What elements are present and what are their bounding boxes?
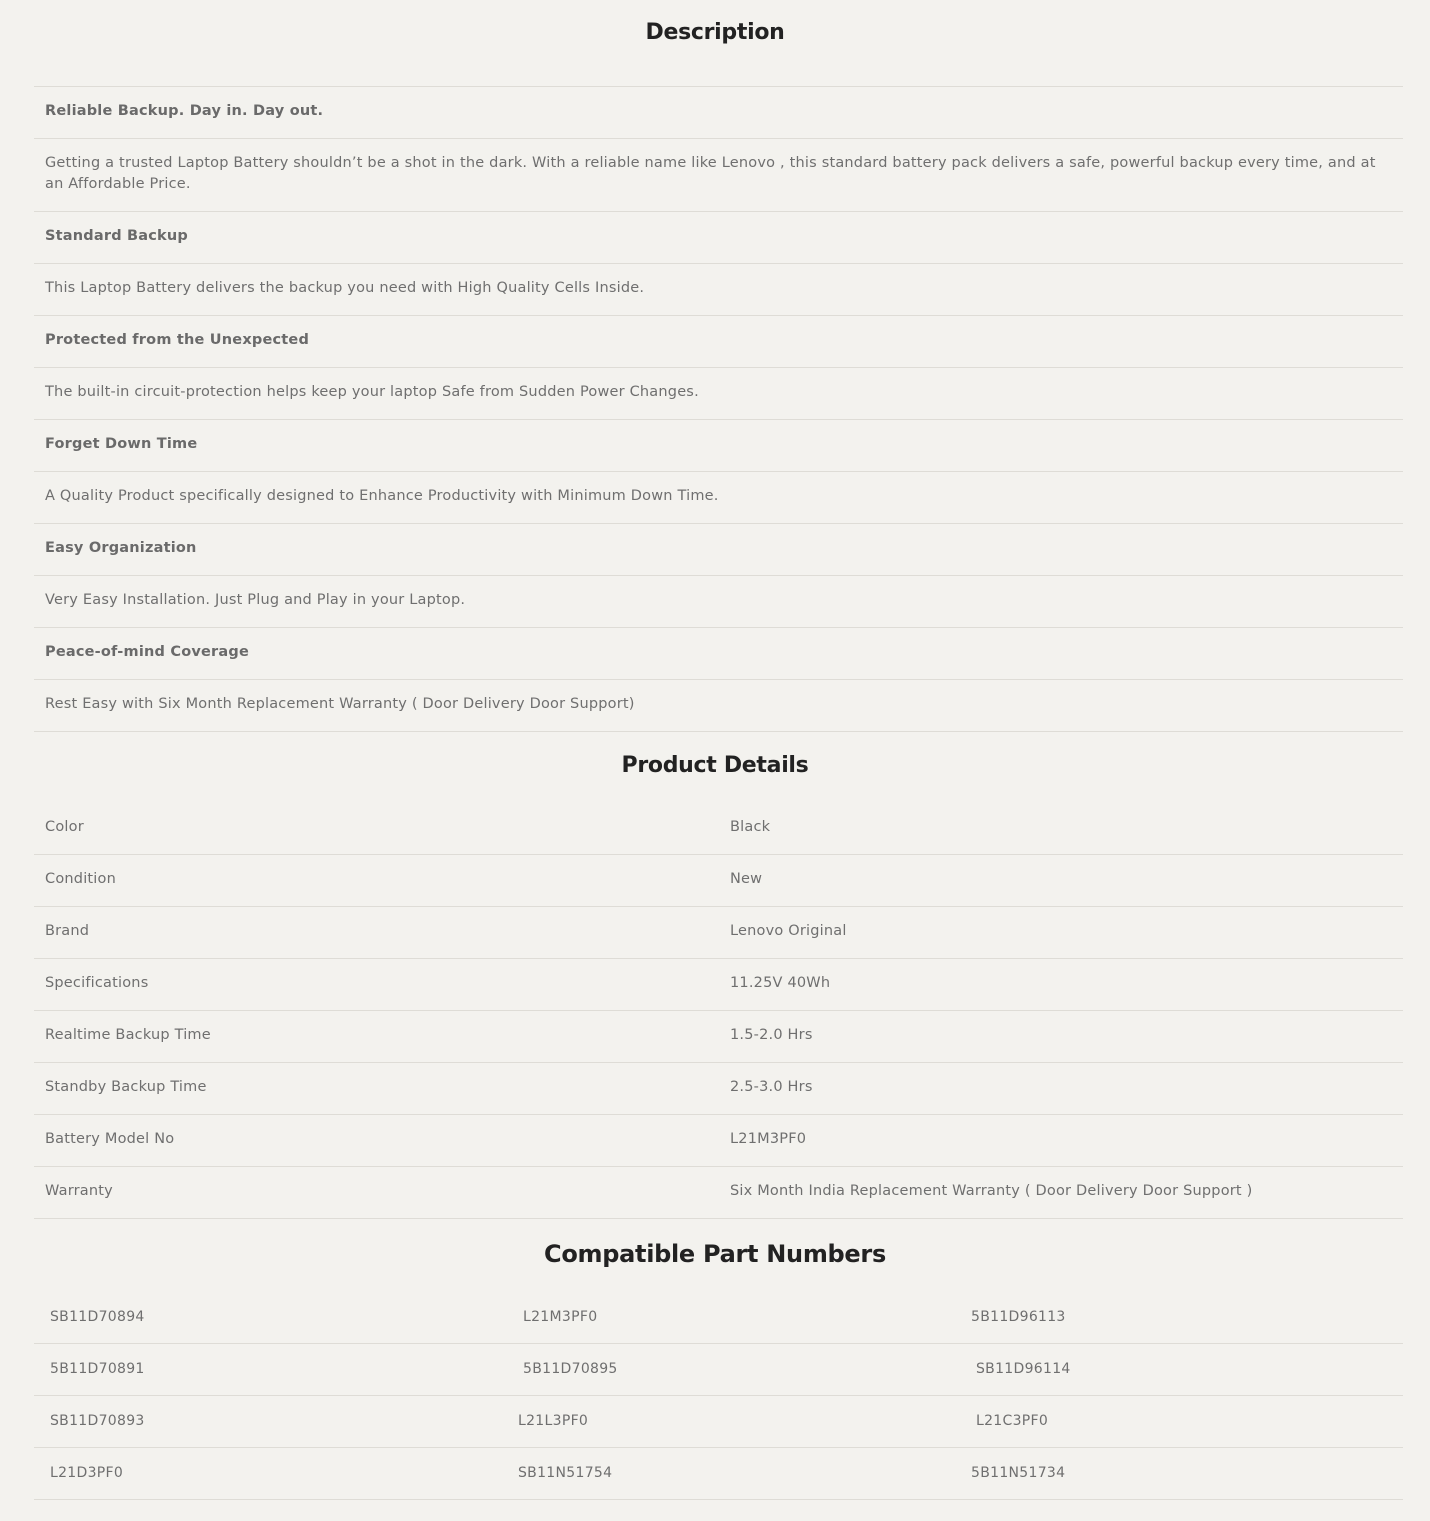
divider <box>34 679 1403 680</box>
divider <box>34 575 1403 576</box>
divider <box>34 419 1403 420</box>
divider <box>34 854 1403 855</box>
divider <box>34 1343 1403 1344</box>
description-body: Rest Easy with Six Month Replacement Warranty ( Door Delivery Door Support) <box>45 696 635 712</box>
description-body: Getting a trusted Laptop Battery shouldn’t be a shot in the dark. With a reliable name like Lenovo , this standard battery pack delivers a safe, powerful backup every time, and at an Affordable Price. <box>45 155 1376 192</box>
divider <box>34 86 1403 87</box>
detail-label: Standby Backup Time <box>45 1079 207 1095</box>
part-number: 5B11D70895 <box>523 1361 618 1377</box>
detail-label: Warranty <box>45 1183 113 1199</box>
divider <box>34 138 1403 139</box>
description-body: A Quality Product specifically designed to Enhance Productivity with Minimum Down Time. <box>45 488 719 504</box>
description-body: This Laptop Battery delivers the backup you need with High Quality Cells Inside. <box>45 280 645 296</box>
part-number: L21D3PF0 <box>50 1465 124 1481</box>
divider <box>34 367 1403 368</box>
detail-label: Battery Model No <box>45 1131 175 1147</box>
divider <box>34 958 1403 959</box>
part-number: 5B11N51734 <box>971 1465 1066 1481</box>
description-heading: Forget Down Time <box>45 436 198 452</box>
divider <box>34 1447 1403 1448</box>
part-number: SB11D70894 <box>50 1309 145 1325</box>
divider <box>34 1062 1403 1063</box>
part-number: 5B11D96113 <box>971 1309 1066 1325</box>
part-number: L21M3PF0 <box>523 1309 598 1325</box>
detail-label: Specifications <box>45 975 149 991</box>
detail-label: Brand <box>45 923 90 939</box>
description-title: Description <box>645 20 785 45</box>
description-heading: Peace-of-mind Coverage <box>45 644 249 660</box>
divider <box>34 1218 1403 1219</box>
compatible-parts-title: Compatible Part Numbers <box>544 1240 886 1268</box>
divider <box>34 627 1403 628</box>
part-number: L21L3PF0 <box>518 1413 589 1429</box>
detail-value: 1.5-2.0 Hrs <box>730 1027 813 1043</box>
detail-label: Condition <box>45 871 116 887</box>
divider <box>34 731 1403 732</box>
description-body: Very Easy Installation. Just Plug and Play in your Laptop. <box>45 592 466 608</box>
divider <box>34 315 1403 316</box>
divider <box>34 523 1403 524</box>
divider <box>34 1395 1403 1396</box>
detail-label: Color <box>45 819 84 835</box>
divider <box>34 1166 1403 1167</box>
detail-value: 2.5-3.0 Hrs <box>730 1079 813 1095</box>
detail-value: 11.25V 40Wh <box>730 975 831 991</box>
detail-value: L21M3PF0 <box>730 1131 807 1147</box>
divider <box>34 1010 1403 1011</box>
divider <box>34 263 1403 264</box>
part-number: L21C3PF0 <box>976 1413 1049 1429</box>
description-body: The built-in circuit-protection helps keep your laptop Safe from Sudden Power Changes. <box>45 384 699 400</box>
divider <box>34 906 1403 907</box>
divider <box>34 211 1403 212</box>
detail-value: Lenovo Original <box>730 923 847 939</box>
divider <box>34 1114 1403 1115</box>
part-number: SB11N51754 <box>518 1465 613 1481</box>
divider <box>34 1499 1403 1500</box>
description-heading: Standard Backup <box>45 228 189 244</box>
part-number: SB11D96114 <box>976 1361 1071 1377</box>
detail-label: Realtime Backup Time <box>45 1027 211 1043</box>
detail-value: Six Month India Replacement Warranty ( Door Delivery Door Support ) <box>730 1183 1253 1199</box>
detail-value: New <box>730 871 763 887</box>
description-heading: Protected from the Unexpected <box>45 332 310 348</box>
part-number: 5B11D70891 <box>50 1361 145 1377</box>
part-number: SB11D70893 <box>50 1413 145 1429</box>
divider <box>34 471 1403 472</box>
product-details-title: Product Details <box>621 753 809 778</box>
detail-value: Black <box>730 819 771 835</box>
description-heading: Reliable Backup. Day in. Day out. <box>45 103 324 119</box>
description-heading: Easy Organization <box>45 540 197 556</box>
